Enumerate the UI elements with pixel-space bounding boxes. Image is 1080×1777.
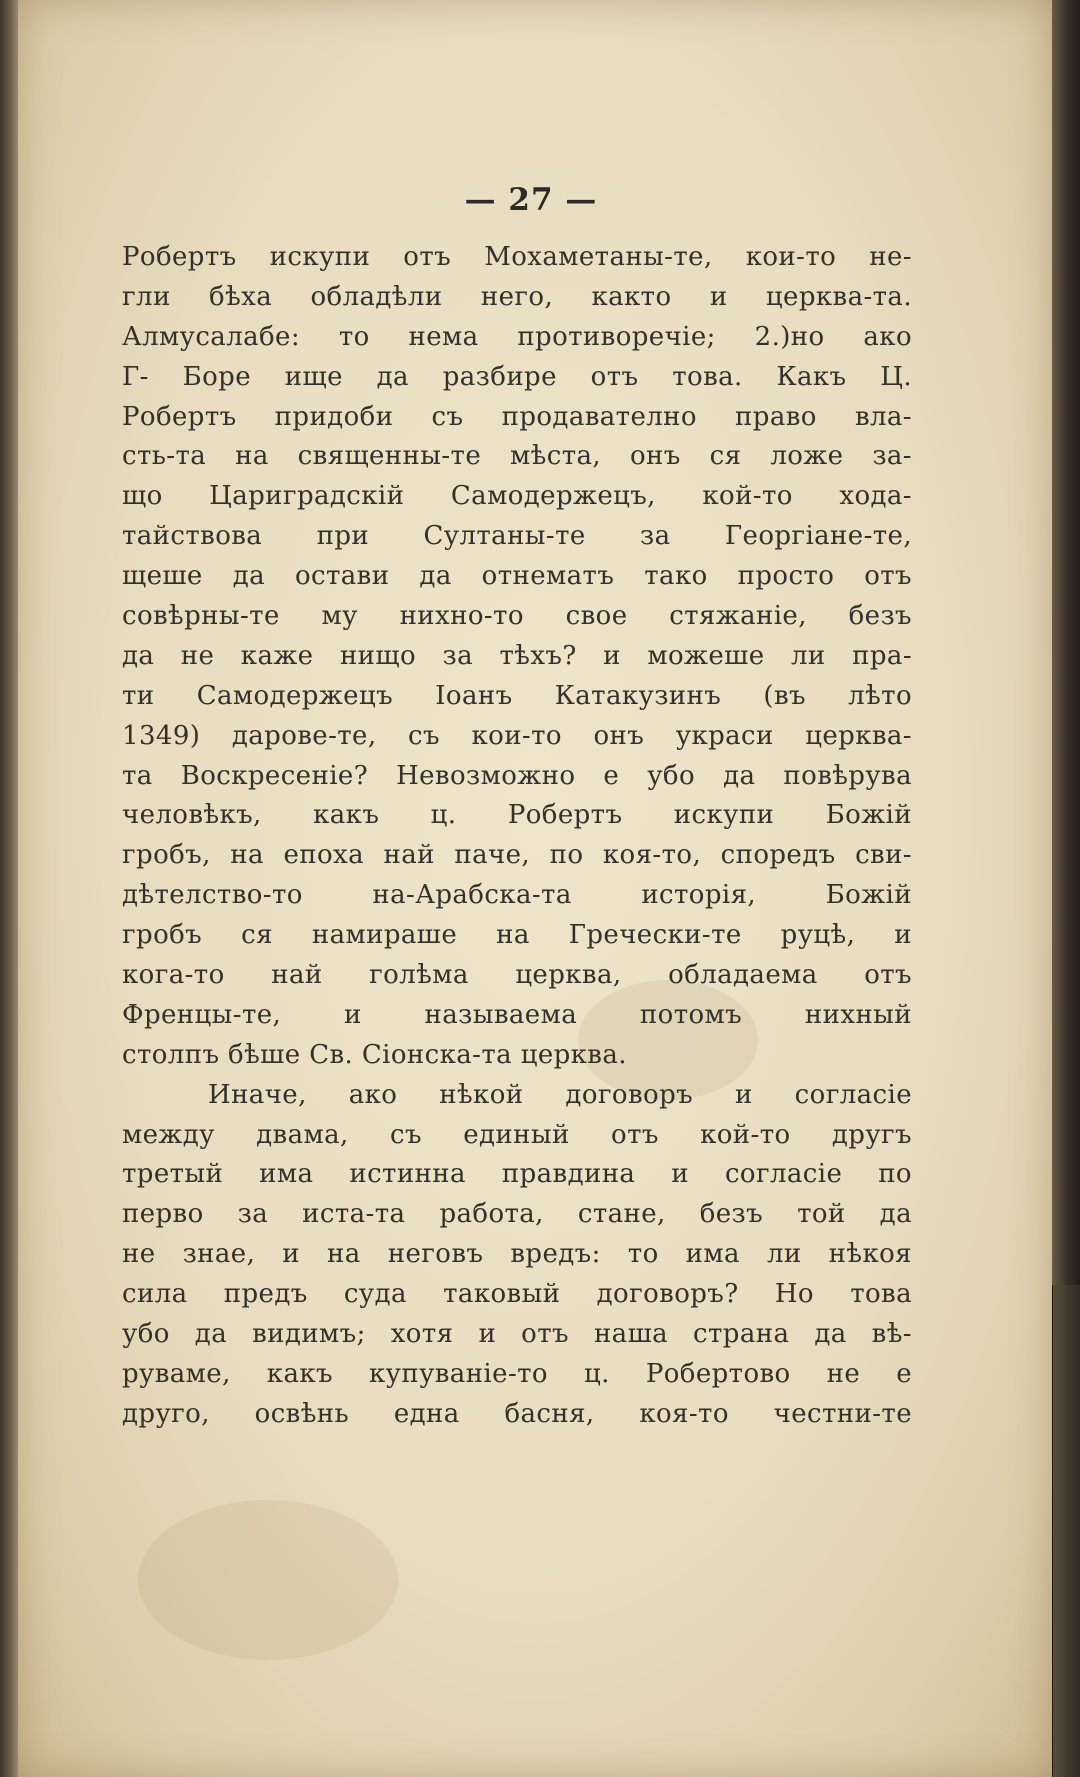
text-line: совѣрны-те му нихно-то свое стяжаніе, безъ: [122, 601, 912, 632]
text-line: сть-та на священны-те мѣста, онъ ся ложе за-: [122, 441, 912, 472]
body-text: [122, 238, 912, 1435]
text-line: третый има истинна правдина и согласіе по: [122, 1159, 912, 1190]
text-line: Иначе, ако нѣкой договоръ и согласіе: [208, 1079, 912, 1110]
text-line: 1349) дарове-те, съ кои-то онъ украси церква-: [122, 720, 912, 751]
text-line: да не каже нищо за тѣхъ? и можеше ли пра-: [122, 640, 912, 671]
text-line: Г- Боре ище да разбире отъ това. Какъ Ц.: [122, 361, 912, 392]
text-line: друго, освѣнь една басня, коя-то честни-те: [122, 1398, 912, 1429]
text-line: человѣкъ, какъ ц. Робертъ искупи Божій: [122, 800, 912, 831]
text-line: Алмусалабе: то нема противоречіе; 2.)но ако: [122, 321, 912, 352]
text-line: гробъ ся намираше на Гречески-те руцѣ, и: [122, 920, 912, 951]
text-line: та Воскресеніе? Невозможно е убо да повѣрува: [122, 760, 912, 791]
text-line: не знае, и на неговъ вредъ: то има ли нѣкоя: [122, 1239, 912, 1270]
text-line: Робертъ искупи отъ Мохаметаны-те, кои-то не-: [122, 242, 912, 272]
paper-stain: [138, 1500, 398, 1660]
text-line: между двама, съ единый отъ кой-то другъ: [122, 1119, 912, 1150]
text-line: що Цариградскій Самодержецъ, кой-то хода-: [122, 481, 912, 512]
text-line: перво за иста-та работа, стане, безъ той да: [122, 1199, 912, 1230]
text-line: щеше да остави да отнематъ тако просто отъ: [122, 561, 912, 592]
text-line: Френцы-те, и называема потомъ нихный: [122, 999, 912, 1030]
text-line: гли бѣха обладѣли него, както и церква-та.: [122, 281, 912, 312]
text-line: столпъ бѣше Св. Сіонска-та церква.: [122, 1039, 627, 1070]
text-line: убо да видимъ; хотя и отъ наша страна да вѣ-: [122, 1319, 912, 1350]
text-line: дѣтелство-то на-Арабска-та исторія, Божій: [122, 880, 912, 911]
text-line: руваме, какъ купуваніе-то ц. Робертово не е: [122, 1358, 912, 1389]
text-line: кога-то най голѣма церква, обладаема отъ: [122, 960, 912, 991]
text-line: Робертъ придоби съ продавателно право вла-: [122, 401, 912, 432]
book-page: [18, 0, 1052, 1777]
page-number: — 27 —: [464, 182, 598, 218]
text-line: гробъ, на епоха най паче, по коя-то, споредъ сви-: [122, 840, 912, 871]
text-line: сила предъ суда таковый договоръ? Но това: [122, 1279, 912, 1310]
text-line: тайствова при Султаны-те за Георгіане-те,: [122, 521, 912, 552]
book-right-tab: [1050, 1285, 1080, 1777]
text-line: ти Самодержецъ Іоанъ Катакузинъ (въ лѣто: [122, 680, 912, 711]
